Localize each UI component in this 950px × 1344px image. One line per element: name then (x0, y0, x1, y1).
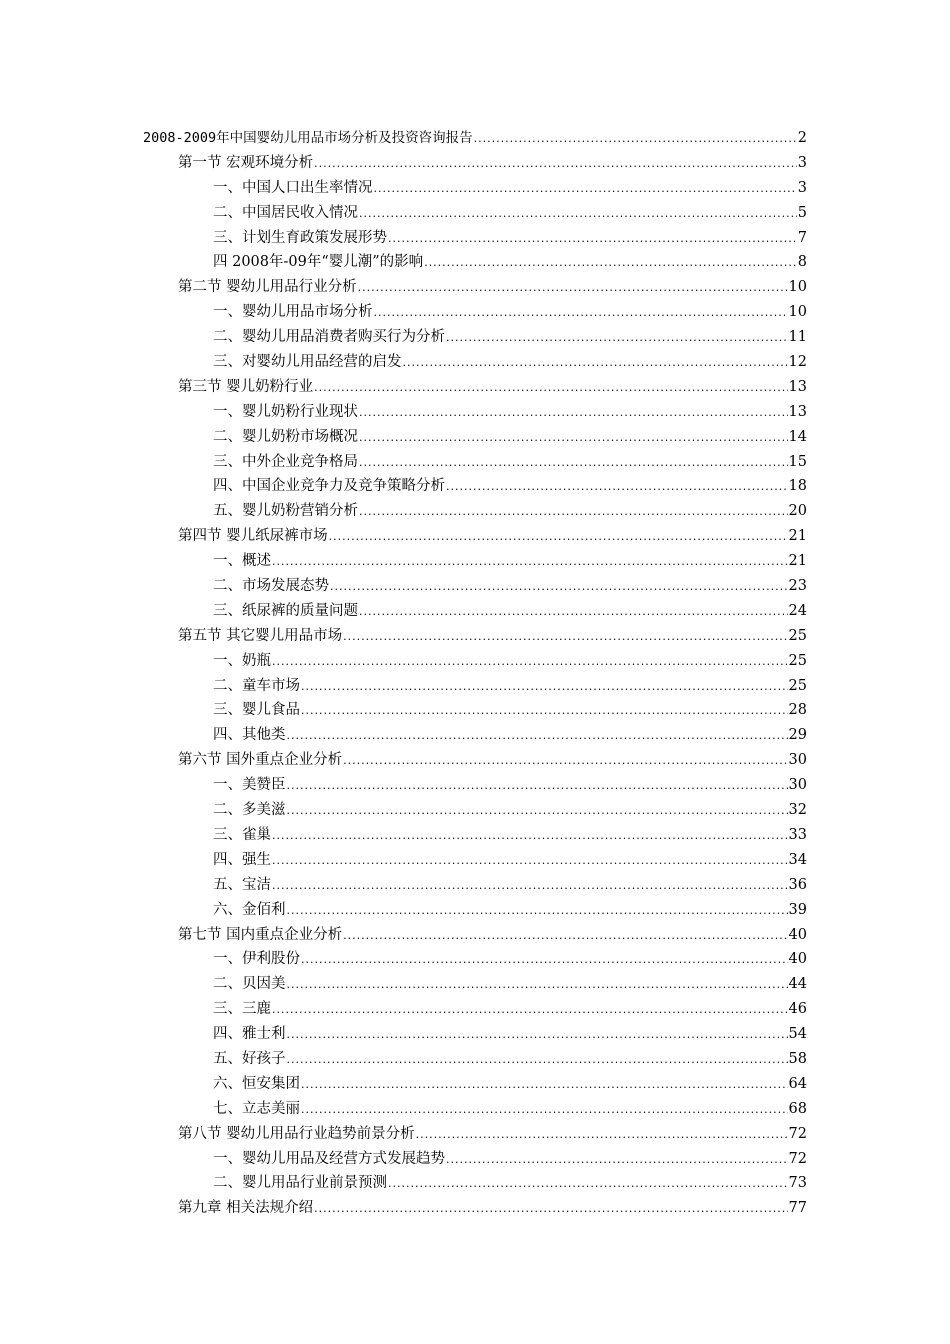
toc-leader-dots (272, 550, 788, 575)
toc-entry-title: 第二节 婴幼儿用品行业分析 (178, 279, 357, 296)
toc-entry[interactable] (0, 325, 950, 350)
toc-entry-page-number: 28 (788, 702, 807, 719)
toc-entry-title: 一、中国人口出生率情况 (213, 179, 373, 196)
toc-leader-dots (287, 774, 788, 799)
toc-leader-dots (343, 924, 787, 949)
toc-leader-dots (287, 899, 788, 924)
toc-entry[interactable] (0, 1047, 950, 1072)
toc-entry[interactable] (0, 1122, 950, 1147)
toc-entry[interactable] (0, 1147, 950, 1172)
toc-entry-page-number: 3 (797, 179, 807, 196)
toc-entry-page-number: 34 (788, 851, 807, 868)
toc-entry-title: 一、伊利股份 (213, 951, 300, 968)
toc-entry-title: 二、多美滋 (213, 802, 286, 819)
toc-entry[interactable] (0, 226, 950, 251)
toc-entry-page-number: 32 (788, 802, 807, 819)
toc-entry-title: 一、美赞臣 (213, 777, 286, 794)
toc-entry-title: 二、婴儿奶粉市场概况 (213, 428, 358, 445)
toc-entry-title: 四、雅士利 (213, 1026, 286, 1043)
toc-leader-dots (343, 625, 787, 650)
toc-leader-dots (374, 177, 797, 202)
toc-entry-page-number: 36 (788, 876, 807, 893)
toc-entry[interactable] (0, 798, 950, 823)
toc-entry-page-number: 14 (788, 428, 807, 445)
toc-leader-dots (424, 251, 797, 276)
toc-leader-dots (301, 948, 788, 973)
toc-leader-dots (272, 874, 788, 899)
toc-entry-title: 第三节 婴儿奶粉行业 (178, 378, 314, 395)
toc-entry-page-number: 58 (788, 1050, 807, 1067)
toc-entry-page-number: 8 (797, 254, 807, 271)
toc-leader-dots (287, 973, 788, 998)
toc-leader-dots (359, 600, 788, 625)
toc-leader-dots (314, 376, 787, 401)
toc-entry[interactable] (0, 723, 950, 748)
table-of-contents (0, 126, 950, 1221)
toc-entry-title: 一、奶瓶 (213, 652, 271, 669)
toc-entry-title: 四、强生 (213, 851, 271, 868)
toc-entry-page-number: 30 (788, 752, 807, 769)
toc-entry-page-number: 46 (788, 1001, 807, 1018)
toc-entry[interactable] (0, 201, 950, 226)
toc-leader-dots (374, 301, 788, 326)
toc-entry-title: 二、童车市场 (213, 677, 300, 694)
toc-leader-dots (446, 1148, 788, 1173)
toc-entry-page-number: 3 (797, 154, 807, 171)
toc-entry[interactable] (0, 574, 950, 599)
toc-entry[interactable] (0, 425, 950, 450)
toc-entry[interactable] (0, 972, 950, 997)
toc-entry-title: 二、婴幼儿用品消费者购买行为分析 (213, 329, 445, 346)
toc-entry-page-number: 23 (788, 578, 807, 595)
toc-entry[interactable] (0, 997, 950, 1022)
toc-entry-title: 四、中国企业竞争力及竞争策略分析 (213, 478, 445, 495)
toc-leader-dots (301, 1073, 788, 1098)
toc-entry[interactable] (0, 549, 950, 574)
toc-entry-page-number: 25 (788, 677, 807, 694)
toc-entry[interactable] (0, 275, 950, 300)
toc-entry[interactable] (0, 400, 950, 425)
toc-leader-dots (287, 1023, 788, 1048)
toc-leader-dots (301, 675, 788, 700)
toc-entry[interactable] (0, 624, 950, 649)
toc-entry-title: 第五节 其它婴儿用品市场 (178, 627, 343, 644)
toc-entry-title: 三、中外企业竞争格局 (213, 453, 358, 470)
toc-leader-dots (272, 849, 788, 874)
toc-entry-title: 三、雀巢 (213, 826, 271, 843)
toc-entry[interactable] (0, 1171, 950, 1196)
toc-leader-dots (359, 426, 788, 451)
toc-entry-page-number: 24 (788, 602, 807, 619)
toc-entry-title: 六、恒安集团 (213, 1075, 300, 1092)
toc-leader-dots (416, 1123, 788, 1148)
toc-entry[interactable] (0, 649, 950, 674)
toc-leader-dots (359, 401, 788, 426)
toc-entry[interactable] (0, 773, 950, 798)
toc-entry[interactable] (0, 1022, 950, 1047)
toc-entry[interactable] (0, 176, 950, 201)
toc-entry-title: 五、宝洁 (213, 876, 271, 893)
toc-leader-dots (359, 500, 788, 525)
toc-entry-page-number: 5 (797, 204, 807, 221)
toc-entry-title: 六、金佰利 (213, 901, 286, 918)
toc-entry-title: 一、婴幼儿用品及经营方式发展趋势 (213, 1150, 445, 1167)
toc-entry[interactable] (0, 1196, 950, 1221)
toc-leader-dots (301, 699, 788, 724)
toc-entry-title: 一、概述 (213, 553, 271, 570)
toc-entry-page-number: 29 (788, 727, 807, 744)
toc-entry[interactable] (0, 474, 950, 499)
toc-entry-page-number: 25 (788, 627, 807, 644)
toc-leader-dots (272, 998, 788, 1023)
toc-entry-title: 三、对婴幼儿用品经营的启发 (213, 354, 402, 371)
toc-entry[interactable] (0, 873, 950, 898)
toc-entry-page-number: 10 (788, 304, 807, 321)
toc-entry[interactable] (0, 947, 950, 972)
toc-entry-title: 一、婴幼儿用品市场分析 (213, 304, 373, 321)
toc-entry-title: 三、三鹿 (213, 1001, 271, 1018)
toc-entry-title: 四、其他类 (213, 727, 286, 744)
toc-entry-page-number: 15 (788, 453, 807, 470)
toc-entry-page-number: 7 (797, 229, 807, 246)
toc-entry-title: 三、婴儿食品 (213, 702, 300, 719)
toc-entry[interactable] (0, 1097, 950, 1122)
toc-entry-title: 七、立志美丽 (213, 1100, 300, 1117)
toc-entry-page-number: 54 (788, 1026, 807, 1043)
toc-entry[interactable] (0, 848, 950, 873)
toc-entry-page-number: 77 (788, 1200, 807, 1217)
toc-leader-dots (272, 650, 788, 675)
toc-leader-dots (314, 1197, 787, 1222)
toc-leader-dots (272, 824, 788, 849)
toc-leader-dots (287, 724, 788, 749)
toc-entry-page-number: 33 (788, 826, 807, 843)
toc-leader-dots (359, 451, 788, 476)
toc-entry[interactable] (0, 375, 950, 400)
toc-entry-page-number: 64 (788, 1075, 807, 1092)
toc-entry-page-number: 72 (788, 1150, 807, 1167)
toc-entry-page-number: 20 (788, 503, 807, 520)
toc-entry-page-number: 40 (788, 951, 807, 968)
toc-leader-dots (446, 326, 788, 351)
toc-entry[interactable] (0, 250, 950, 275)
toc-leader-dots (358, 276, 788, 301)
toc-leader-dots (287, 1048, 788, 1073)
toc-entry-title: 二、婴儿用品行业前景预测 (213, 1175, 387, 1192)
toc-entry[interactable] (0, 524, 950, 549)
toc-entry-page-number: 30 (788, 777, 807, 794)
toc-entry-page-number: 10 (788, 279, 807, 296)
toc-entry-title: 2008-2009年中国婴幼儿用品市场分析及投资咨询报告 (143, 130, 473, 146)
toc-entry-title: 二、贝因美 (213, 976, 286, 993)
toc-entry-page-number: 68 (788, 1100, 807, 1117)
toc-entry-page-number: 72 (788, 1125, 807, 1142)
toc-leader-dots (388, 227, 797, 252)
toc-entry-title: 二、市场发展态势 (213, 578, 329, 595)
toc-entry[interactable] (0, 499, 950, 524)
toc-entry-page-number: 11 (788, 329, 807, 346)
toc-entry-title: 三、计划生育政策发展形势 (213, 229, 387, 246)
toc-entry[interactable] (0, 450, 950, 475)
toc-entry-title: 第四节 婴儿纸尿裤市场 (178, 528, 328, 545)
toc-entry[interactable] (0, 898, 950, 923)
toc-leader-dots (359, 202, 797, 227)
toc-entry-page-number: 25 (788, 652, 807, 669)
toc-leader-dots (329, 525, 788, 550)
toc-entry-page-number: 18 (788, 478, 807, 495)
toc-entry-page-number: 39 (788, 901, 807, 918)
toc-entry[interactable] (0, 698, 950, 723)
toc-entry-page-number: 40 (788, 926, 807, 943)
toc-entry-title: 一、婴儿奶粉行业现状 (213, 403, 358, 420)
toc-entry-page-number: 12 (788, 354, 807, 371)
toc-entry-page-number: 73 (788, 1175, 807, 1192)
toc-entry-page-number: 13 (788, 378, 807, 395)
toc-entry[interactable] (0, 126, 950, 151)
toc-entry[interactable] (0, 1072, 950, 1097)
toc-entry[interactable] (0, 350, 950, 375)
toc-entry-page-number: 44 (788, 976, 807, 993)
toc-entry-title: 四 2008年-09年“婴儿潮”的影响 (213, 254, 424, 271)
toc-leader-dots (388, 1172, 788, 1197)
toc-entry-title: 第一节 宏观环境分析 (178, 154, 314, 171)
toc-entry-title: 五、好孩子 (213, 1050, 286, 1067)
toc-leader-dots (301, 1098, 788, 1123)
toc-entry-title: 第九章 相关法规介绍 (178, 1200, 314, 1217)
toc-entry[interactable] (0, 674, 950, 699)
toc-entry-page-number: 2 (797, 130, 807, 146)
toc-leader-dots (314, 152, 797, 177)
toc-entry-title: 五、婴儿奶粉营销分析 (213, 503, 358, 520)
toc-entry[interactable] (0, 923, 950, 948)
toc-entry[interactable] (0, 151, 950, 176)
toc-leader-dots (474, 127, 797, 152)
toc-leader-dots (446, 475, 788, 500)
toc-leader-dots (403, 351, 788, 376)
toc-leader-dots (330, 575, 788, 600)
toc-entry[interactable] (0, 599, 950, 624)
toc-entry-title: 第六节 国外重点企业分析 (178, 752, 343, 769)
toc-entry-title: 二、中国居民收入情况 (213, 204, 358, 221)
toc-entry-title: 三、纸尿裤的质量问题 (213, 602, 358, 619)
toc-leader-dots (287, 799, 788, 824)
toc-entry[interactable] (0, 748, 950, 773)
toc-entry[interactable] (0, 823, 950, 848)
toc-entry-title: 第八节 婴幼儿用品行业趋势前景分析 (178, 1125, 415, 1142)
toc-entry-page-number: 13 (788, 403, 807, 420)
toc-entry[interactable] (0, 300, 950, 325)
toc-entry-title: 第七节 国内重点企业分析 (178, 926, 343, 943)
toc-leader-dots (343, 749, 787, 774)
toc-entry-page-number: 21 (788, 528, 807, 545)
toc-entry-page-number: 21 (788, 553, 807, 570)
